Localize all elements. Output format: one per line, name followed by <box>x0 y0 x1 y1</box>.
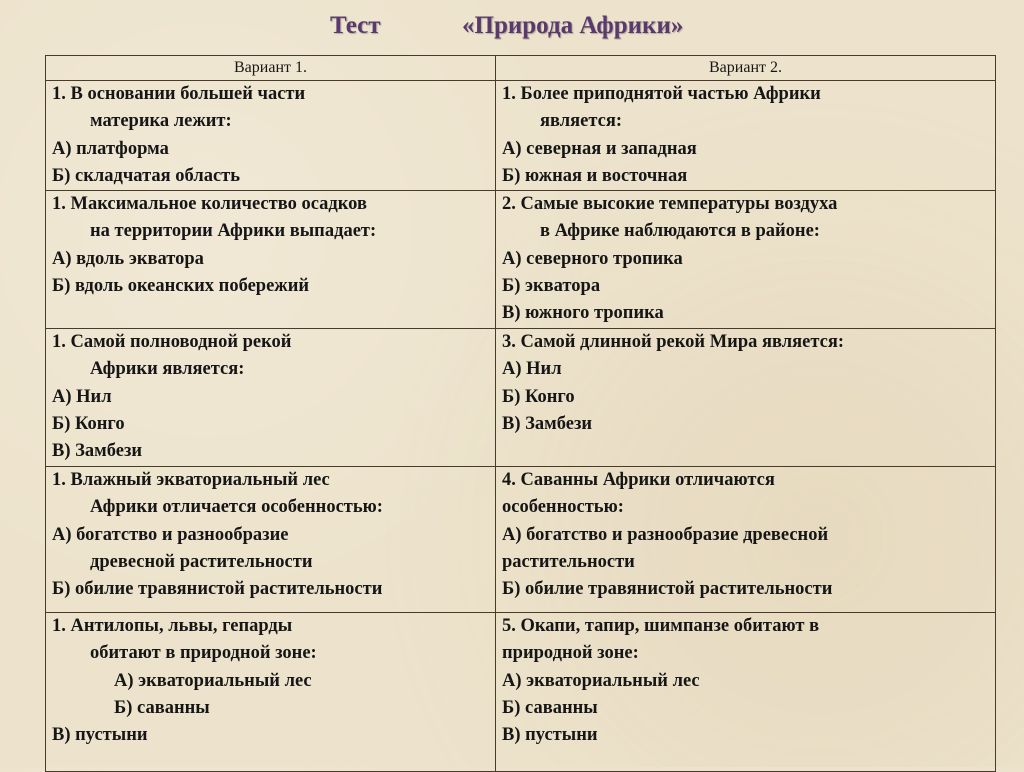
answer-option: Б) экватора <box>502 276 601 297</box>
answer-option: В) пустыни <box>52 725 148 746</box>
question-line: материка лежит: <box>90 111 232 132</box>
question-line: 3. Самой длинной рекой Мира является: <box>502 332 845 353</box>
answer-option: Б) обилие травянистой растительности <box>52 579 383 600</box>
slide-title <box>0 12 1024 46</box>
question-line: обитают в природной зоне: <box>90 643 317 664</box>
table-row <box>46 467 996 613</box>
question-line: природной зоне: <box>502 643 639 664</box>
question-cell <box>496 467 996 613</box>
question-line: 1. В основании большей части <box>52 84 306 104</box>
answer-option: А) экваториальный лес <box>502 670 700 691</box>
answer-option: Б) вдоль океанских побережий <box>52 276 310 297</box>
answer-option: А) Нил <box>502 359 562 380</box>
answer-option: Б) саванны <box>502 698 598 719</box>
question-line: особенностью: <box>502 497 624 518</box>
question-line: на территории Африки выпадает: <box>90 221 377 242</box>
answer-option: В) Замбези <box>52 441 143 462</box>
question-line: 1. Более приподнятой частью Африки <box>502 84 821 104</box>
answer-option: В) Замбези <box>502 414 593 435</box>
table-row <box>46 329 996 467</box>
answer-option: древесной растительности <box>90 552 313 573</box>
question-line: 1. Самой полноводной рекой <box>52 332 292 353</box>
question-cell <box>46 81 496 191</box>
question-cell <box>46 467 496 613</box>
question-cell <box>46 191 496 329</box>
question-cell <box>496 191 996 329</box>
answer-option: А) платформа <box>52 138 169 159</box>
question-line: 4. Саванны Африки отличаются <box>502 470 775 491</box>
question-line: 1. Антилопы, львы, гепарды <box>52 616 293 637</box>
answer-option: А) богатство и разнообразие древесной <box>502 524 829 545</box>
header-row <box>46 56 996 81</box>
title-word: Тест <box>330 12 381 39</box>
question-line: 1. Максимальное количество осадков <box>52 194 367 215</box>
question-cell <box>496 613 996 772</box>
header-variant-2: Вариант 2. <box>496 56 996 81</box>
answer-option: Б) южная и восточная <box>502 165 688 186</box>
answer-option: А) вдоль экватора <box>52 248 204 269</box>
question-line: 5. Окапи, тапир, шимпанзе обитают в <box>502 616 820 637</box>
answer-option: растительности <box>502 552 635 573</box>
answer-option: В) пустыни <box>502 725 598 746</box>
question-line: в Африке наблюдаются в районе: <box>540 221 820 242</box>
answer-option: Б) Конго <box>52 414 125 435</box>
answer-option: В) южного тропика <box>502 303 664 324</box>
question-line: 2. Самые высокие температуры воздуха <box>502 194 838 215</box>
question-cell <box>46 613 496 772</box>
answer-option: Б) складчатая область <box>52 165 241 186</box>
table-row <box>46 81 996 191</box>
answer-option: А) Нил <box>52 386 112 407</box>
question-cell <box>46 329 496 467</box>
answer-option: Б) саванны <box>114 698 210 719</box>
answer-option: Б) обилие травянистой растительности <box>502 579 833 600</box>
answer-option: Б) Конго <box>502 386 575 407</box>
answer-option: А) богатство и разнообразие <box>52 524 289 545</box>
question-line: Африки является: <box>90 359 245 380</box>
answer-option: А) северная и западная <box>502 138 697 159</box>
question-cell <box>496 81 996 191</box>
question-cell <box>496 329 996 467</box>
question-line: Африки отличается особенностью: <box>90 497 383 518</box>
question-line: является: <box>540 111 623 132</box>
table-row <box>46 191 996 329</box>
answer-option: А) северного тропика <box>502 248 683 269</box>
question-line: 1. Влажный экваториальный лес <box>52 470 330 491</box>
title-topic: «Природа Африки» <box>462 12 684 39</box>
header-variant-1: Вариант 1. <box>46 56 496 81</box>
answer-option: А) экваториальный лес <box>114 670 312 691</box>
test-table <box>45 55 996 772</box>
table-row <box>46 613 996 772</box>
